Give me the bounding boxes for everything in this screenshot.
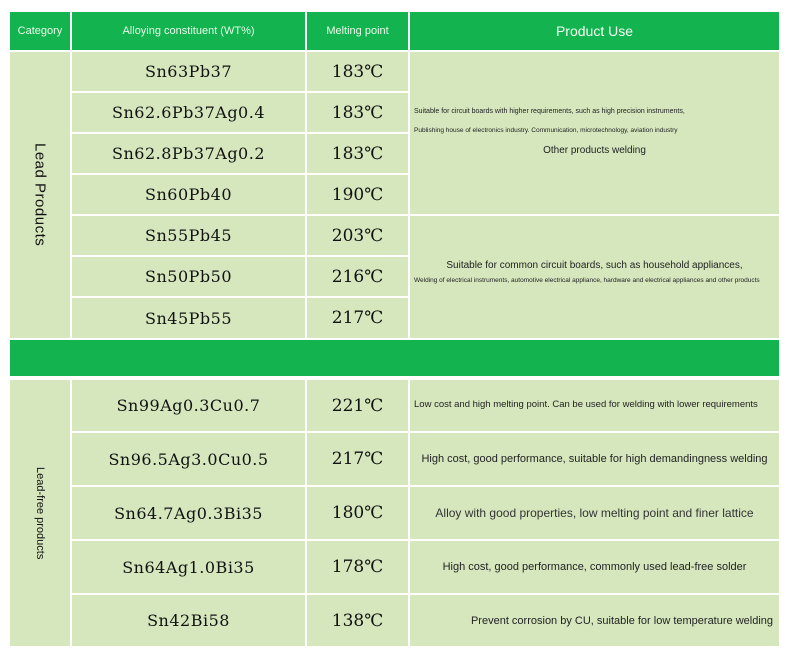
melting-cell: 203℃: [307, 216, 408, 255]
alloy-cell: Sn64.7Ag0.3Bi35: [72, 487, 305, 539]
alloy-cell: Sn62.8Pb37Ag0.2: [72, 134, 305, 173]
melting-cell: 178℃: [307, 541, 408, 593]
melting-cell: 138℃: [307, 595, 408, 646]
use-line: Other products welding: [543, 145, 646, 157]
melting-cell: 183℃: [307, 134, 408, 173]
alloy-cell: Sn96.5Ag3.0Cu0.5: [72, 433, 305, 485]
melting-cell: 221℃: [307, 380, 408, 431]
product-use-cell: Low cost and high melting point. Can be used for welding with lower requirements: [410, 380, 779, 431]
alloy-cell: Sn63Pb37: [72, 52, 305, 91]
melting-cell: 190℃: [307, 175, 408, 214]
alloy-cell: Sn45Pb55: [72, 298, 305, 338]
header-melting-point: Melting point: [307, 12, 408, 50]
melting-cell: 216℃: [307, 257, 408, 296]
alloy-cell: Sn64Ag1.0Bi35: [72, 541, 305, 593]
category-lead-free-products: [10, 380, 70, 646]
use-line: Suitable for common circuit boards, such as household appliances,: [446, 260, 743, 271]
melting-cell: 183℃: [307, 52, 408, 91]
alloy-cell: Sn60Pb40: [72, 175, 305, 214]
melting-cell: 180℃: [307, 487, 408, 539]
alloy-cell: Sn55Pb45: [72, 216, 305, 255]
melting-cell: 217℃: [307, 433, 408, 485]
category-lead-label: Lead Products: [31, 143, 49, 247]
product-use-group-2: [410, 216, 779, 338]
use-line: Suitable for circuit boards with higher requirements, such as high precision instruments,: [414, 108, 685, 116]
product-use-group-1: [410, 52, 779, 214]
header-product-use: Product Use: [410, 12, 779, 50]
melting-cell: 217℃: [307, 298, 408, 338]
alloy-cell: Sn50Pb50: [72, 257, 305, 296]
product-use-cell: High cost, good performance, commonly used lead-free solder: [410, 541, 779, 593]
alloy-cell: Sn62.6Pb37Ag0.4: [72, 93, 305, 132]
alloy-cell: Sn99Ag0.3Cu0.7: [72, 380, 305, 431]
use-line: Publishing house of electronics industry. Communication, microtechnology, aviation industry: [414, 127, 678, 135]
category-lead-products: [10, 52, 70, 338]
product-use-cell: High cost, good performance, suitable for high demandingness welding: [410, 433, 779, 485]
melting-cell: 183℃: [307, 93, 408, 132]
product-use-cell: Alloy with good properties, low melting point and finer lattice: [410, 487, 779, 539]
use-line: Welding of electrical instruments, automotive electrical appliance, hardware and electrical appliances and other products: [414, 276, 760, 284]
header-category: Category: [10, 12, 70, 50]
category-lead-free-label: Lead-free products: [34, 466, 46, 560]
alloy-cell: Sn42Bi58: [72, 595, 305, 646]
section-divider-band: [10, 340, 779, 376]
header-alloying-constituent: Alloying constituent (WT%): [72, 12, 305, 50]
product-use-cell: Prevent corrosion by CU, suitable for low temperature welding: [410, 595, 779, 646]
